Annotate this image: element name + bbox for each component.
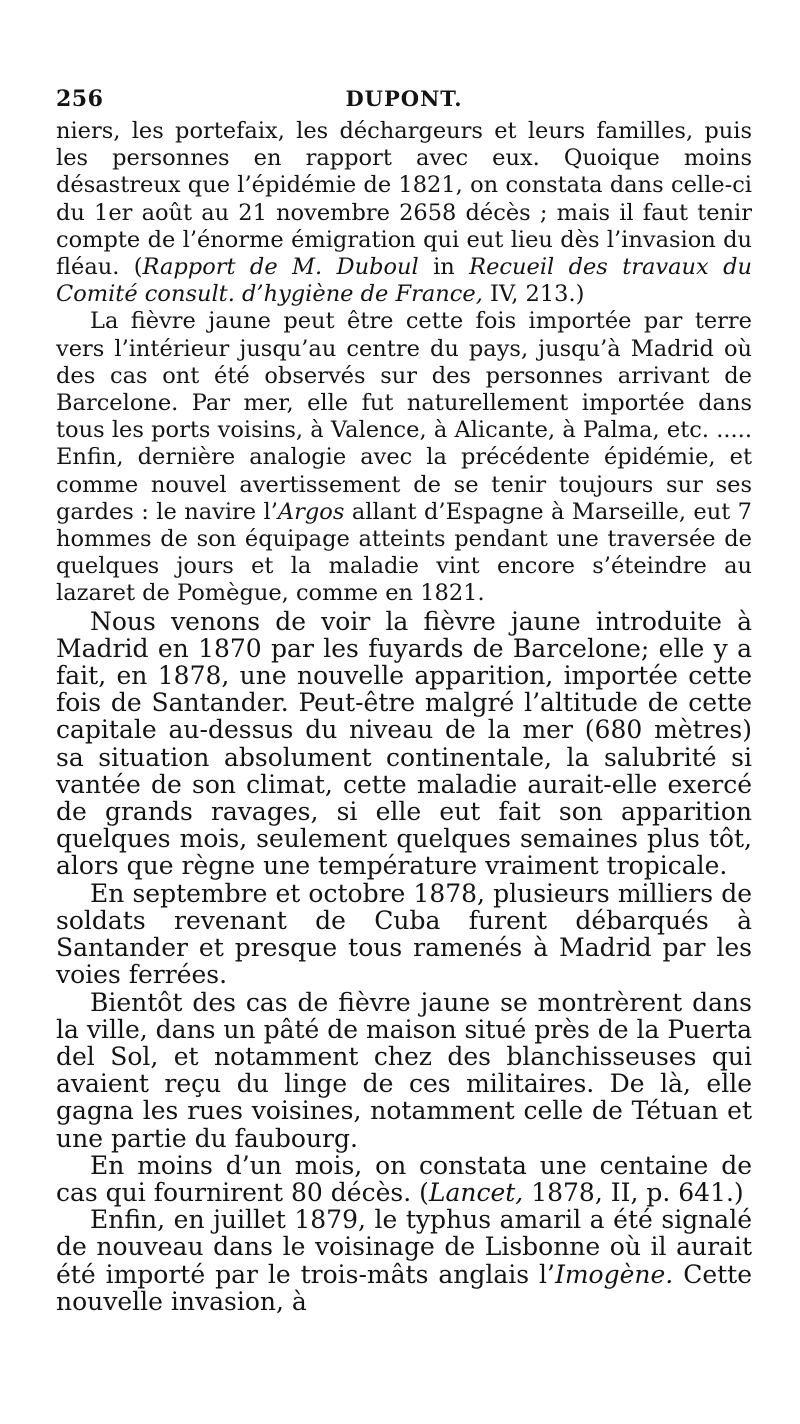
- text-run: En septembre et octobre 1878, plusieurs milliers de soldats revenant de Cuba furent débarqués à Santander et presque tous ramenés à Madrid par les voies ferrées.: [56, 878, 752, 990]
- text-run: allant d’Espagne à Marseille, eut 7 hommes de son équipage atteints pendant une traversée de quelques jours et la maladie vint encore s’éteindre au lazaret de Pomègue, comme en 1821.: [56, 498, 752, 607]
- text-run: niers, les portefaix, les déchargeurs et leurs familles, puis les personnes en rapport avec eux. Quoique moins désastreux que l’épidémie de 1821, on constata dans celle-ci du 1er août au 21 novembre 2658 décès ; mais il faut tenir compte de l’énorme émigration qui eut lieu dès l’invasion du fléau. (: [56, 118, 752, 281]
- paragraph: [56, 989, 752, 1152]
- page-number: 256: [56, 86, 104, 112]
- paragraph: [56, 880, 752, 989]
- paragraph: [56, 1206, 752, 1315]
- running-head: [56, 86, 752, 116]
- text-run: in: [418, 254, 470, 281]
- paragraph: [56, 308, 752, 607]
- text-run: Nous venons de voir la fièvre jaune introduite à Madrid en 1870 par les fuyards de Barcelone; elle y a fait, en 1878, une nouvelle apparition, importée cette fois de Santander. Peut-être malgré l’altitude de cette capitale au-dessus du niveau de la mer (680 mètres) sa situation absolument continentale, la salubrité si vantée de son climat, cette maladie aurait-elle exercé de grands ravages, si elle eut fait son apparition quelques mois, seulement quelques semaines plus tôt, alors que règne une température vraiment tropicale.: [56, 606, 752, 881]
- italic-run: Lancet,: [428, 1177, 524, 1207]
- text-run: La fièvre jaune peut être cette fois importée par terre vers l’intérieur jusqu’au centre du pays, jusqu’à Madrid où des cas ont été observés sur des personnes arrivant de Barcelone. Par mer, elle fut naturellement importée dans tous les ports voisins, à Valence, à Alicante, à Palma, etc. ..... Enfin, dernière analogie avec la précédente épidémie, et comme nouvel avertissement de se tenir toujours sur ses gardes : le navire l’: [56, 308, 752, 525]
- text-run: 1878, II, p. 641.): [523, 1177, 744, 1207]
- body-text: [56, 118, 752, 1315]
- text-run: Enfin, en juillet 1879, le typhus amaril a été signalé de nouveau dans le voisinage de Lisbonne où il aurait été importé par le trois-mâts anglais l’: [56, 1205, 752, 1289]
- paragraph: [56, 118, 752, 308]
- italic-run: Recueil des travaux du Comité consult. d’hygiène de France,: [56, 254, 752, 308]
- paragraph: [56, 1152, 752, 1206]
- text-run: IV, 213.): [482, 281, 585, 308]
- text-run: Bientôt des cas de fièvre jaune se montrèrent dans la ville, dans un pâté de maison situé près de la Puerta del Sol, et notamment chez des blanchisseuses qui avaient reçu du linge de ces militaires. De là, elle gagna les rues voisines, notamment celle de Tétuan et une partie du faubourg.: [56, 987, 753, 1153]
- italic-run: Argos: [277, 498, 345, 525]
- paragraph: [56, 608, 752, 880]
- text-run: En moins d’un mois, on constata une centaine de cas qui fournirent 80 décès. (: [56, 1150, 752, 1207]
- running-title: DUPONT.: [345, 86, 463, 111]
- italic-run: Rapport de M. Duboul: [142, 254, 419, 281]
- text-run: Cette nouvelle invasion, à: [56, 1259, 753, 1316]
- italic-run: Imogène.: [554, 1259, 674, 1289]
